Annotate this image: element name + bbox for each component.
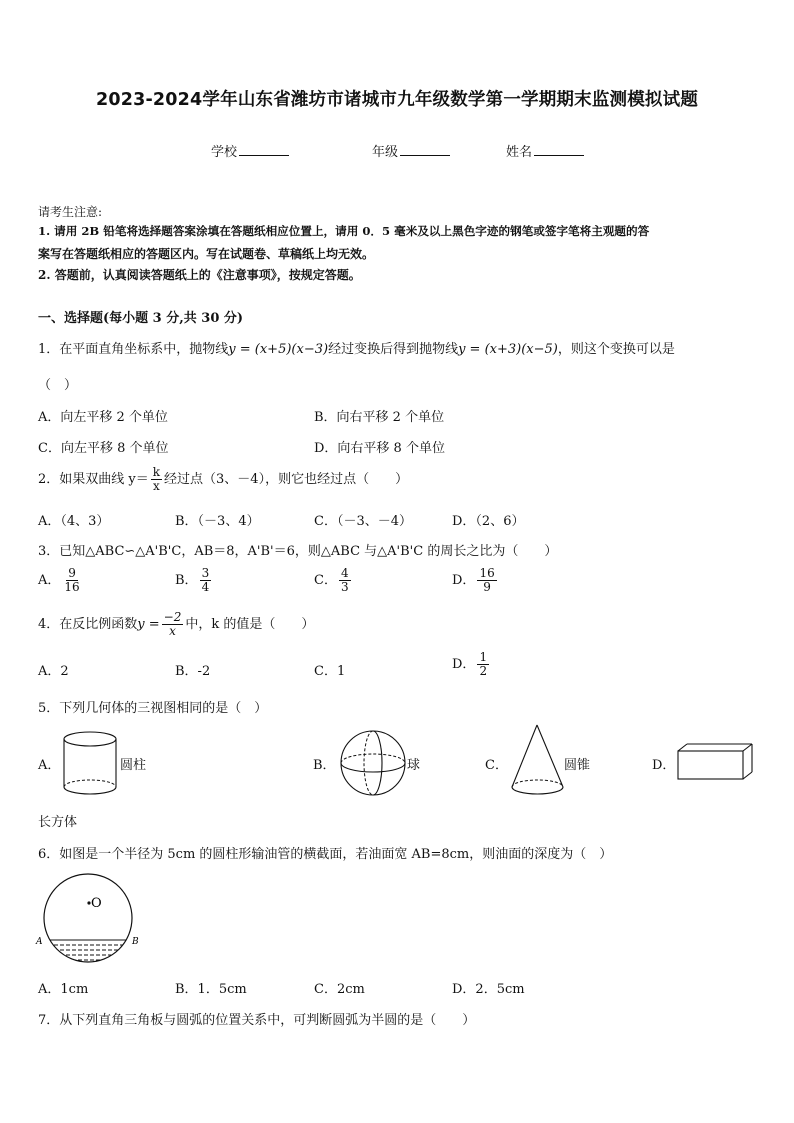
q1-option-a[interactable]: A．向左平移 2 个单位 xyxy=(38,410,168,425)
q3-d-num: 16 xyxy=(479,566,495,580)
notice-line-3: 2. 答题前，认真阅读答题纸上的《注意事项》，按规定答题。 xyxy=(38,268,361,282)
grade-blank[interactable] xyxy=(400,143,450,156)
q5-d-label[interactable]: D． xyxy=(652,758,676,773)
pipe-cross-section-figure xyxy=(36,873,142,969)
q5-a-name: 圆柱 xyxy=(120,758,147,773)
q3-a-fraction xyxy=(62,567,81,594)
q3-a-num: 9 xyxy=(68,566,76,580)
q2-prefix: 2．如果双曲线 y＝ xyxy=(38,472,149,487)
q1-option-c[interactable]: C．向左平移 8 个单位 xyxy=(38,441,169,456)
question-5: 5．下列几何体的三视图相同的是（ ） xyxy=(38,701,268,716)
q6-option-c[interactable]: C．2cm xyxy=(314,982,365,997)
school-blank[interactable] xyxy=(239,143,289,156)
q1-option-b[interactable]: B．向右平移 2 个单位 xyxy=(314,410,445,425)
notice-heading: 请考生注意: xyxy=(38,205,103,219)
q4-option-a[interactable]: A．2 xyxy=(38,664,69,679)
page-title: 2023-2024学年山东省潍坊市诸城市九年级数学第一学期期末监测模拟试题 xyxy=(95,90,699,110)
q1-answer-paren: （ ） xyxy=(38,378,78,393)
fig-label-o: O xyxy=(91,896,102,911)
q4-option-b[interactable]: B．-2 xyxy=(175,664,211,679)
q4-fraction xyxy=(162,611,184,638)
name-label: 姓名 xyxy=(506,145,533,160)
school-field[interactable] xyxy=(211,141,289,160)
sphere-figure xyxy=(339,730,409,798)
q4-d-den: 2 xyxy=(479,664,488,678)
q3-a-label: A． xyxy=(38,573,61,588)
q3-b-den: 4 xyxy=(201,580,210,594)
question-1 xyxy=(38,338,675,357)
grade-field[interactable] xyxy=(372,141,450,160)
cuboid-figure xyxy=(676,742,756,784)
q5-b-name: 球 xyxy=(407,758,421,773)
notice-line-1: 1. 请用 2B 铅笔将选择题答案涂填在答题纸相应位置上，请用 0．5 毫米及以上黑色字迹的钢笔或签字笔将主观题的答 xyxy=(38,224,650,238)
name-field[interactable] xyxy=(506,141,584,160)
q1-option-d[interactable]: D．向右平移 8 个单位 xyxy=(314,441,445,456)
q3-b-num: 3 xyxy=(201,566,210,580)
q2-suffix: 经过点（3、－4），则它也经过点（ ） xyxy=(164,472,409,487)
q4-option-c[interactable]: C．1 xyxy=(314,664,346,679)
q1-suffix: ，则这个变换可以是 xyxy=(557,342,675,357)
section-heading: 一、选择题(每小题 3 分,共 30 分) xyxy=(38,311,244,326)
question-3: 3．已知△ABC∽△A'B'C，AB＝8，A'B'＝6，则△ABC 与△A'B'C 的周长之比为（ ） xyxy=(38,544,558,559)
grade-label: 年级 xyxy=(372,145,399,160)
q4-frac-den: x xyxy=(169,624,176,638)
q3-d-label: D． xyxy=(452,573,476,588)
q2-option-d[interactable]: D．（2、6） xyxy=(452,514,525,529)
name-blank[interactable] xyxy=(534,143,584,156)
q3-option-d[interactable] xyxy=(452,567,499,594)
question-4 xyxy=(38,611,314,638)
q5-c-label[interactable]: C． xyxy=(485,758,508,773)
q4-d-label: D． xyxy=(452,657,476,672)
q3-b-label: B． xyxy=(175,573,198,588)
q1-expr-2: y = (x+3)(x−5) xyxy=(458,342,558,357)
q2-frac-den: x xyxy=(153,479,160,493)
q4-suffix: 中，k 的值是（ ） xyxy=(185,617,315,632)
q1-expr-1: y = (x+5)(x−3) xyxy=(228,342,329,357)
question-7: 7．从下列直角三角板与圆弧的位置关系中，可判断圆弧为半圆的是（ ） xyxy=(38,1013,476,1028)
fig-label-b: B xyxy=(132,937,139,947)
q3-c-label: C． xyxy=(314,573,337,588)
q3-c-den: 3 xyxy=(340,580,349,594)
school-label: 学校 xyxy=(211,145,238,160)
q6-option-a[interactable]: A．1cm xyxy=(38,982,89,997)
question-2 xyxy=(38,466,408,493)
cone-figure xyxy=(508,723,568,799)
q5-c-name: 圆锥 xyxy=(564,758,591,773)
q4-frac-num: −2 xyxy=(163,610,182,624)
q1-mid: 经过变换后得到抛物线 xyxy=(328,342,459,357)
q2-fraction xyxy=(151,466,162,493)
q1-prefix: 1．在平面直角坐标系中，抛物线 xyxy=(38,342,229,357)
q4-prefix: 4．在反比例函数 xyxy=(38,617,138,632)
q3-option-a[interactable] xyxy=(38,567,84,594)
notice-line-2: 案写在答题纸相应的答题区内。写在试题卷、草稿纸上均无效。 xyxy=(38,247,375,261)
q4-option-d[interactable] xyxy=(452,651,491,678)
q3-d-fraction xyxy=(477,567,496,594)
q2-option-b[interactable]: B．（－3、4） xyxy=(175,514,260,529)
q5-d-name: 长方体 xyxy=(38,815,78,830)
q3-c-num: 4 xyxy=(340,566,349,580)
fig-label-a: A xyxy=(36,937,43,947)
q3-option-b[interactable] xyxy=(175,567,213,594)
q4-y: y = xyxy=(137,617,160,632)
q3-a-den: 16 xyxy=(64,580,80,594)
q4-d-num: 1 xyxy=(479,650,488,664)
q4-d-fraction xyxy=(477,651,489,678)
question-6: 6．如图是一个半径为 5cm 的圆柱形输油管的横截面，若油面宽 AB=8cm，则油面的深度为（ ） xyxy=(38,847,613,862)
q3-b-fraction xyxy=(200,567,212,594)
q5-b-label[interactable]: B． xyxy=(313,758,336,773)
q5-a-label[interactable]: A． xyxy=(38,758,61,773)
q3-c-fraction xyxy=(339,567,351,594)
q3-d-den: 9 xyxy=(483,580,491,594)
q2-option-a[interactable]: A．（4、3） xyxy=(38,514,110,529)
q6-option-b[interactable]: B．1．5cm xyxy=(175,982,247,997)
q2-frac-num: k xyxy=(152,465,161,479)
q3-option-c[interactable] xyxy=(314,567,353,594)
cylinder-figure xyxy=(60,730,120,798)
q6-option-d[interactable]: D．2．5cm xyxy=(452,982,525,997)
q2-option-c[interactable]: C．（－3、－4） xyxy=(314,514,412,529)
